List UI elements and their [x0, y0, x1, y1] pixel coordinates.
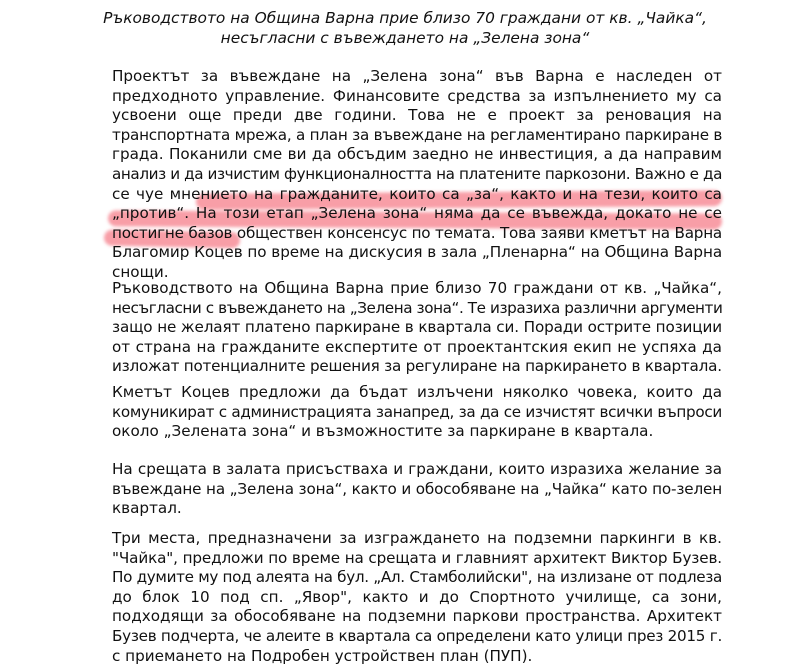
text-line: въвеждане на „Зелена зона“, както и обособяване на „Чайка“ като по-зелен [112, 479, 722, 498]
text-line: несъгласни с въвеждането на „Зелена зона“. Те изразиха различни аргументи [112, 298, 723, 317]
paragraph-1 [112, 67, 722, 283]
text-line: На срещата в залата присъстваха и граждани, които изразиха желание за [112, 460, 722, 478]
text-line: транспортната мрежа, а план за въвеждане на регламентирано паркиране в [112, 125, 723, 144]
text-line: Благомир Коцев по време на дискусия в зала „Пленарна“ на Община Варна [112, 243, 723, 262]
text-line: с приемането на Подробен устройствен план (ПУП). [112, 646, 533, 665]
text-line: анализ и да изчистим функционалността на платените паркозони. Важно е да [112, 164, 723, 183]
text-line: защо не желаят платено паркиране в квартала си. Поради острите позиции [112, 318, 722, 337]
text-line: Три места, предназначени за изграждането на подземни паркинги в кв. [112, 529, 722, 547]
text-line: Кметът Коцев предложи да бъдат излъчени няколко човека, които да [112, 383, 722, 401]
text-line: предходното управление. Финансовите средства за изпълнението му са [112, 86, 722, 105]
text-line: „против“. На този етап „Зелена зона“ няма да се въвежда, докато не се [112, 204, 722, 223]
text-line: Ръководството на Община Варна прие близо 70 граждани от кв. „Чайка“, [112, 279, 722, 297]
text-line: от страна на гражданите експертите от проектантския екип не успяха да [112, 337, 722, 356]
text-line: Проектът за въвеждане на „Зелена зона“ във Варна е наследен от [112, 67, 722, 85]
text-line: изложат потенциалните решения за регулиране на паркирането в квартала. [112, 357, 722, 376]
text-line: По думите му под алеята на бул. „Ал. Стамболийски", на излизане от подлеза [112, 568, 722, 587]
text-line: усвоени още преди две години. Това не е проект за реновация на [112, 106, 722, 125]
text-line: квартал. [112, 499, 182, 518]
paragraph-2 [112, 279, 722, 377]
paragraph-5 [112, 529, 722, 666]
text-line: около „Зелената зона“ и възможностите за паркиране в квартала. [112, 422, 654, 441]
article-title [60, 9, 750, 48]
title-line: несъгласни с въвеждането на „Зелена зона“ [220, 28, 590, 47]
text-line: се чуе мнението на гражданите, които са „за“, както и на тези, които са [112, 184, 722, 203]
text-line: постигне базов обществен консенсус по темата. Това заяви кметът на Варна [112, 223, 722, 242]
text-line: снощи. [112, 262, 169, 281]
text-line: града. Поканили сме ви да обсъдим заедно не инвестиция, а да направим [112, 145, 722, 164]
paragraph-3 [112, 383, 722, 442]
text-line: "Чайка", предложи по време на срещата и главният архитект Виктор Бузев. [112, 548, 722, 567]
title-line: Ръководството на Община Варна прие близо 70 граждани от кв. „Чайка“, [103, 9, 707, 27]
text-line: подходящи за обособяване на подземни паркови пространства. Архитект [112, 607, 722, 626]
paragraph-4 [112, 460, 722, 519]
text-line: Бузев подчерта, че алеите в квартала са определени като улици през 2015 г. [112, 626, 722, 645]
text-line: комуникират с администрацията занапред, за да се изчистят всички въпроси [112, 402, 722, 421]
text-line: до блок 10 под сп. „Явор", както и до Спортното училище, са зони, [112, 587, 722, 606]
